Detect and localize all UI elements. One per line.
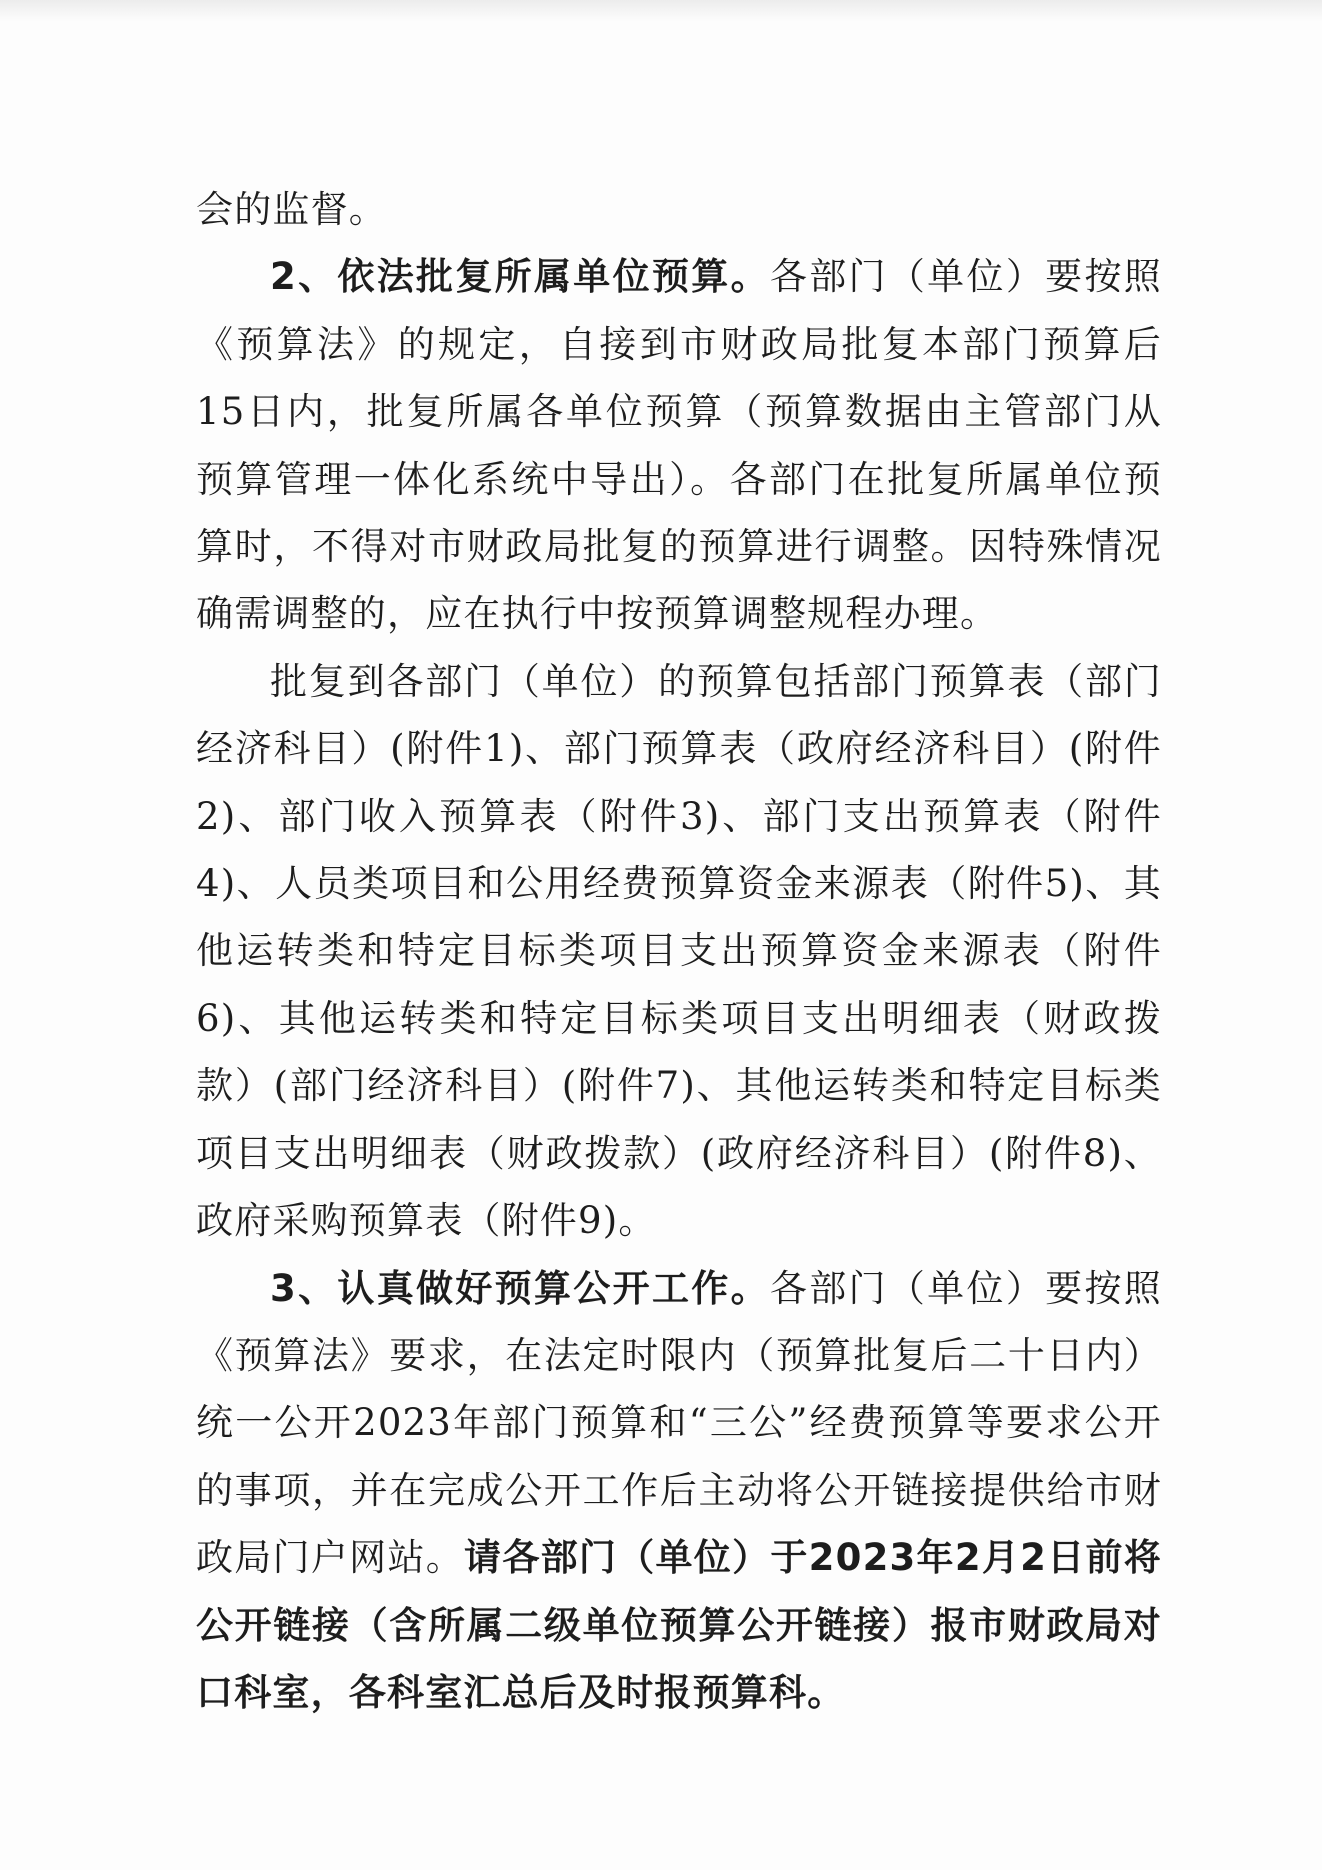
paragraph-text: 会的监督。 <box>196 188 387 231</box>
paragraph-approve-budget <box>196 243 1162 647</box>
section-heading-2: 2、依法批复所属单位预算。 <box>270 255 770 299</box>
paragraph-text: 各部门（单位）要按照《预算法》的规定，自接到市财政局批复本部门预算后15日内，批复所属各单位预算（预算数据由主管部门从预算管理一体化系统中导出）。各部门在批复所属单位预算时，不得对市财政局批复的预算进行调整。因特殊情况确需调整的，应在执行中按预算调整规程办理。 <box>196 255 1162 636</box>
emphasis-text: 请各部门（单位）于2023年2月2日前将公开链接（含所属二级单位预算公开链接）报市财政局对口科室，各科室汇总后及时报预算科。 <box>196 1536 1162 1714</box>
section-heading-3: 3、认真做好预算公开工作。 <box>270 1266 770 1310</box>
paragraph-continuation <box>196 176 1162 243</box>
paragraph-text: 各部门（单位）要按照《预算法》要求，在法定时限内（预算批复后二十日内）统一公开2023年部门预算和“三公”经费预算等要求公开的事项，并在完成公开工作后主动将公开链接提供给市财政局门户网站。 <box>196 1266 1162 1580</box>
paragraph-text: 批复到各部门（单位）的预算包括部门预算表（部门经济科目）(附件1)、部门预算表（政府经济科目）(附件2)、部门收入预算表（附件3)、部门支出预算表（附件4)、人员类项目和公用经费预算资金来源表（附件5)、其他运转类和特定目标类项目支出预算资金来源表（附件6)、其他运转类和特定目标类项目支出明细表（财政拨款）(部门经济科目）(附件7)、其他运转类和特定目标类项目支出明细表（财政拨款）(政府经济科目）(附件8)、政府采购预算表（附件9)。 <box>196 659 1162 1243</box>
document-body <box>196 176 1162 1726</box>
paragraph-budget-disclosure <box>196 1255 1162 1727</box>
scan-edge-shadow <box>0 0 1322 22</box>
paragraph-attachments <box>196 648 1162 1255</box>
